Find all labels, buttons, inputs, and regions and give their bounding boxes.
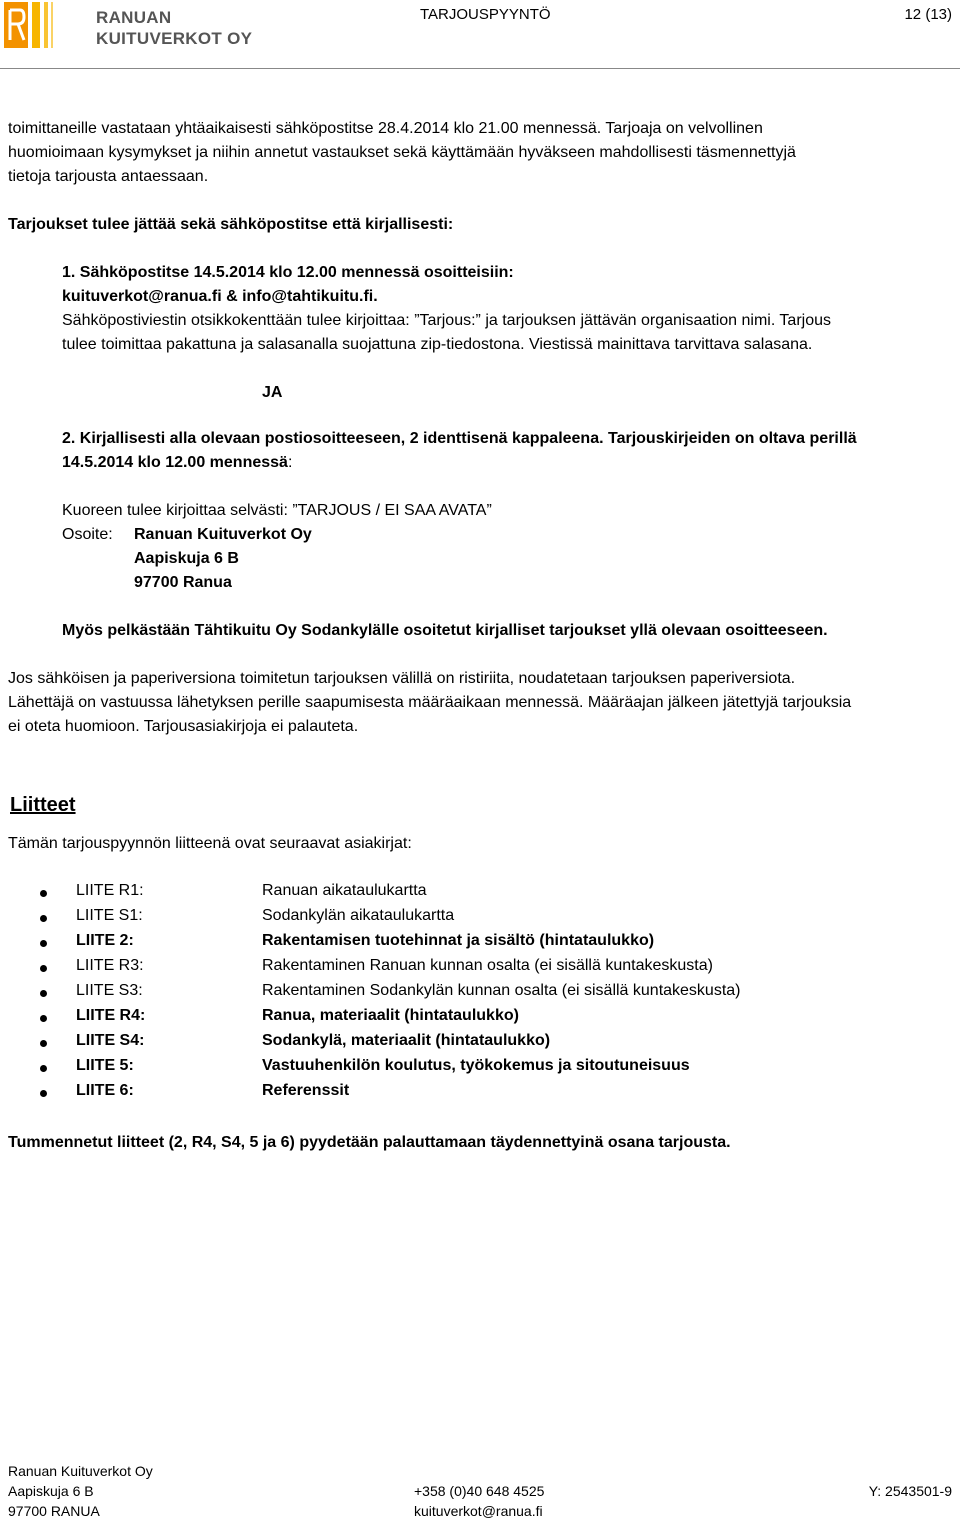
- and-separator: JA: [262, 384, 283, 401]
- footer-street: Aapiskuja 6 B: [8, 1483, 94, 1499]
- footer-business-id: Y: 2543501-9: [868, 1483, 952, 1499]
- bullet-icon: [40, 990, 47, 997]
- email-addresses: kuituverkot@ranua.fi & info@tahtikuitu.fi.: [62, 288, 378, 305]
- address-street: Aapiskuja 6 B: [134, 550, 239, 567]
- address-city: 97700 Ranua: [134, 574, 232, 591]
- header-divider: [0, 68, 960, 69]
- attachments-intro: Tämän tarjouspyynnön liitteenä ovat seuraavat asiakirjat:: [8, 835, 412, 852]
- attachment-description: Ranuan aikataulukartta: [262, 882, 427, 899]
- attachment-code: LIITE S1:: [76, 907, 143, 924]
- bullet-icon: [40, 1090, 47, 1097]
- attachment-code: LIITE 5:: [76, 1057, 134, 1074]
- mail-deadline-colon: :: [287, 454, 293, 471]
- bullet-icon: [40, 915, 47, 922]
- bullet-icon: [40, 965, 47, 972]
- address-company: Ranuan Kuituverkot Oy: [134, 526, 312, 543]
- attachment-code: LIITE R1:: [76, 882, 144, 899]
- email-instruction-line-1: 1. Sähköpostitse 14.5.2014 klo 12.00 mennessä osoitteisiin:: [62, 264, 514, 281]
- attachment-code: LIITE S4:: [76, 1032, 145, 1049]
- conflict-line-3: ei oteta huomioon. Tarjousasiakirjoja ei palauteta.: [8, 718, 359, 735]
- attachment-description: Ranua, materiaalit (hintataulukko): [262, 1007, 519, 1024]
- company-logo-icon: [4, 2, 56, 48]
- attachment-description: Sodankylän aikataulukartta: [262, 907, 455, 924]
- attachment-description: Sodankylä, materiaalit (hintataulukko): [262, 1032, 551, 1049]
- bullet-icon: [40, 940, 47, 947]
- attachment-description: Referenssit: [262, 1082, 350, 1099]
- footer-company: Ranuan Kuituverkot Oy: [8, 1463, 153, 1479]
- conflict-line-1: Jos sähköisen ja paperiversiona toimitetun tarjouksen välillä on ristiriita, noudatetaan tarjouksen paperiversiota.: [8, 670, 796, 687]
- attachment-code: LIITE R4:: [76, 1007, 146, 1024]
- email-zip-info: tulee toimittaa pakattuna ja salasanalla suojattuna zip-tiedostona. Viestissä mainittava tarvittava salasana.: [62, 336, 813, 353]
- attachment-description: Rakentaminen Ranuan kunnan osalta (ei sisällä kuntakeskusta): [262, 957, 713, 974]
- attachment-code: LIITE 2:: [76, 932, 134, 949]
- conflict-line-2: Lähettäjä on vastuussa lähetyksen perille saapumisesta määräaikaan mennessä. Määräajan jälkeen jätettyjä tarjouksia: [8, 694, 852, 711]
- attachment-description: Rakentamisen tuotehinnat ja sisältö (hintataulukko): [262, 932, 655, 949]
- attachment-code: LIITE 6:: [76, 1082, 134, 1099]
- footer-email: kuituverkot@ranua.fi: [414, 1503, 543, 1519]
- email-subject-info: Sähköpostiviestin otsikkokenttään tulee kirjoittaa: ”Tarjous:” ja tarjouksen jättävän organisaation nimi. Tarjous: [62, 312, 831, 329]
- address-label: Osoite:: [62, 526, 113, 543]
- bullet-icon: [40, 890, 47, 897]
- mail-deadline: 14.5.2014 klo 12.00 mennessä: [62, 454, 288, 471]
- bullet-icon: [40, 1015, 47, 1022]
- attachments-closing: Tummennetut liitteet (2, R4, S4, 5 ja 6) pyydetään palauttamaan täydennettyinä osana tarjousta.: [8, 1134, 731, 1151]
- tahtikuitu-note: Myös pelkästään Tähtikuitu Oy Sodankylälle osoitetut kirjalliset tarjoukset yllä olevaan osoitteeseen.: [62, 622, 828, 639]
- document-title: TARJOUSPYYNTÖ: [420, 6, 551, 23]
- attachment-description: Vastuuhenkilön koulutus, työkokemus ja sitoutuneisuus: [262, 1057, 690, 1074]
- attachment-code: LIITE S3:: [76, 982, 143, 999]
- attachment-code: LIITE R3:: [76, 957, 144, 974]
- attachment-description: Rakentaminen Sodankylän kunnan osalta (ei sisällä kuntakeskusta): [262, 982, 741, 999]
- footer-city: 97700 RANUA: [8, 1503, 100, 1519]
- mail-instruction-line-1: 2. Kirjallisesti alla olevaan postiosoitteeseen, 2 identtisenä kappaleena. Tarjouskirjeiden on oltava perillä: [62, 430, 857, 447]
- intro-line-1: toimittaneille vastataan yhtäaikaisesti sähköpostitse 28.4.2014 klo 21.00 mennessä. Tarjoaja on velvollinen: [8, 120, 763, 137]
- envelope-instruction: Kuoreen tulee kirjoittaa selvästi: ”TARJOUS / EI SAA AVATA”: [62, 502, 492, 519]
- logo-text-kuituverkot: KUITUVERKOT OY: [96, 29, 253, 48]
- submission-heading: Tarjoukset tulee jättää sekä sähköpostitse että kirjallisesti:: [8, 216, 454, 233]
- logo-text-ranuan: RANUAN: [96, 8, 172, 27]
- page-header: [0, 0, 960, 72]
- bullet-icon: [40, 1065, 47, 1072]
- attachments-heading: Liitteet: [10, 794, 76, 816]
- footer-phone: +358 (0)40 648 4525: [414, 1483, 545, 1499]
- bullet-icon: [40, 1040, 47, 1047]
- page-number: 12 (13): [904, 6, 952, 23]
- mail-instruction-line-2: [62, 452, 292, 474]
- intro-line-3: tietoja tarjousta antaessaan.: [8, 168, 209, 185]
- intro-line-2: huomioimaan kysymykset ja niihin annetut vastaukset sekä käyttämään hyväkseen mahdollisesti täsmennettyjä: [8, 144, 796, 161]
